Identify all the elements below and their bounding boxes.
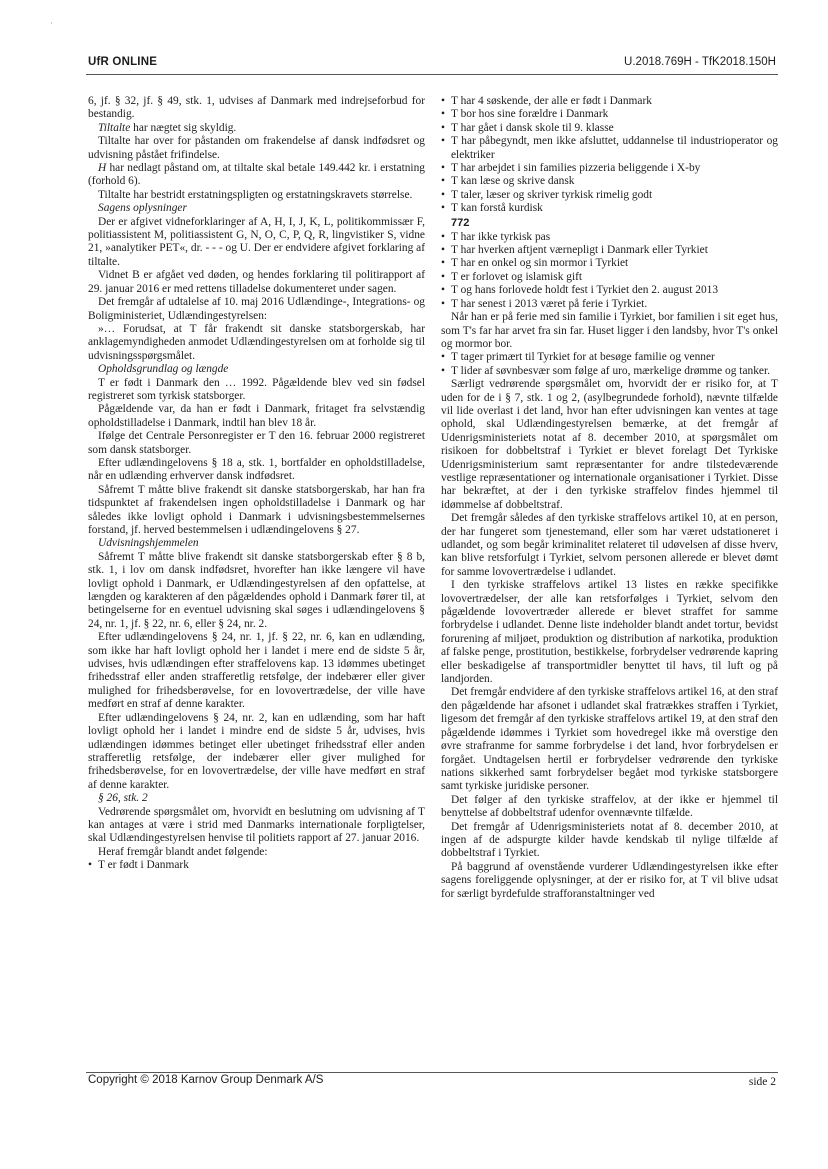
bullet-item: • T kan læse og skrive dansk bbox=[441, 175, 778, 188]
paragraph: Det fremgår af Udenrigsministeriets notat af 8. december 2010, at ingen af de adspurgte kilder havde kendskab til nylige tilfælde af dobbeltstraf i Tyrkiet. bbox=[441, 820, 778, 860]
bullet-item: • T har en onkel og sin mormor i Tyrkiet bbox=[441, 257, 778, 270]
paragraph: Efter udlændingelovens § 24, nr. 2, kan en udlænding, som har haft lovligt ophold her i landet i mindre end de sidste 5 år, udvises, hvis udlændingen idømmes betinget eller ubetinget frihedsstraf eller anden strafferetlig retsfølge, der indebærer eller giver mulighed for frihedsberøvelse, for en lovovertrædelse, der ville have medført en straf af denne karakter. bbox=[88, 711, 425, 791]
bullet-item: • T har ikke tyrkisk pas bbox=[441, 231, 778, 244]
paragraph: Pågældende var, da han er født i Danmark, fritaget fra selvstændig opholdstilladelse i Danmark, indtil han blev 18 år. bbox=[88, 403, 425, 429]
header-rule bbox=[86, 74, 778, 75]
paragraph: Der er afgivet vidneforklaringer af A, H, I, J, K, L, politikommissær F, politiassistent M, politiassistent G, N, O, C, P, Q, R, lingvistiker S, vidne 21, »analytiker PET«, dr. - - - og U. Der er endvidere afgivet forklaring af tiltalte. bbox=[88, 215, 425, 268]
bullet-item: • T har arbejdet i sin families pizzeria beliggende i X-by bbox=[441, 162, 778, 175]
paragraph: Tiltalte har nægtet sig skyldig. bbox=[98, 121, 237, 134]
header-publication: UfR ONLINE bbox=[88, 56, 158, 68]
paragraph: Såfremt T måtte blive frakendt sit danske statsborgerskab efter § 8 b, stk. 1, i lov om dansk indfødsret, hvorefter han ikke længere vil have lovligt ophold i Danmark, er Udlændingestyrelsen af den opfattelse, at længden og karakteren af den pågældendes ophold i Danmark fører til, at betingelserne for en eventuel udvisning skal søges i udlændingelovens § 24, nr. 1, jf. § 22, nr. 6, eller § 24, nr. 2. bbox=[88, 550, 425, 630]
italic-term: H bbox=[98, 162, 107, 175]
bullet-item: • T taler, læser og skriver tyrkisk rimelig godt bbox=[441, 189, 778, 202]
section-heading: Sagens oplysninger bbox=[98, 202, 187, 215]
paragraph: Det følger af den tyrkiske straffelov, at der ikke er hjemmel til benyttelse af dobbeltstraf udenfor ovennævnte tilfælde. bbox=[441, 793, 778, 820]
bullet-item: • T har påbegyndt, men ikke afsluttet, uddannelse til industrioperator og elektriker bbox=[441, 135, 778, 162]
section-heading: § 26, stk. 2 bbox=[98, 792, 148, 805]
footer-rule bbox=[86, 1072, 778, 1073]
bullet-item: • T lider af søvnbesvær som følge af uro, mærkelige drømme og tanker. bbox=[441, 365, 778, 378]
section-heading: Udvisningshjemmelen bbox=[98, 537, 199, 550]
paragraph: I den tyrkiske straffelovs artikel 13 listes en række specifikke lovovertrædelser, der alle kan retsforfølges i Tyrkiet, selvom den pågældende lovovertræder allerede er blevet straffet for samme forbrydelse i udlandet. Denne liste indeholder blandt andet tortur, bevidst forurening af miljøet, produktion og distribution af narkotika, produktion af falske penge, prostitution, bestikkelse, forbrydelser vedrørende kapring eller beskadigelse af transportmidler benyttet til havs, til luft og på landjorden. bbox=[441, 579, 778, 686]
footer-page-number: side 2 bbox=[748, 1076, 776, 1088]
paragraph: T er født i Danmark den … 1992. Pågældende blev ved sin fødsel registreret som tyrkisk statsborger. bbox=[88, 376, 425, 402]
bullet-item: • T er født i Danmark bbox=[88, 859, 425, 872]
left-column bbox=[88, 95, 425, 873]
bullet-item: • T har senest i 2013 været på ferie i Tyrkiet. bbox=[441, 298, 778, 311]
paragraph: Såfremt T måtte blive frakendt sit danske statsborgerskab, har han fra tidspunktet af frakendelsen ingen opholdstilladelse i Danmark og har således ikke lovligt ophold i Danmark i udvisningsbestemmelsernes forstand, jf. herved bestemmelsen i udlændingelovens § 27. bbox=[88, 483, 425, 536]
paragraph: Når han er på ferie med sin familie i Tyrkiet, bor familien i sit eget hus, som T's far har arvet fra sin far. Huset ligger i den landsby, hvor T's onkel og mormor bor. bbox=[441, 311, 778, 350]
paragraph: »… Forudsat, at T får frakendt sit danske statsborgerskab, har anklagemyndigheden anmodet Udlændingestyrelsen om at forholde sig til udvisningsspørgsmålet. bbox=[88, 322, 425, 362]
bullet-item: • T bor hos sine forældre i Danmark bbox=[441, 108, 778, 121]
section-heading: Opholdsgrundlag og længde bbox=[98, 363, 229, 376]
page-footer bbox=[88, 1074, 776, 1090]
paragraph: Tiltalte har over for påstanden om frakendelse af dansk indfødsret og udvisning påstået frifindelse. bbox=[88, 135, 425, 161]
paragraph: Det fremgår af udtalelse af 10. maj 2016 Udlændinge-, Integrations- og Boligministeriet, Udlændingestyrelsen: bbox=[88, 296, 425, 322]
paragraph: Tiltalte har bestridt erstatningspligten og erstatningskravets størrelse. bbox=[98, 188, 413, 201]
footer-copyright: Copyright © 2018 Karnov Group Denmark A/S bbox=[88, 1074, 324, 1086]
paragraph: Det fremgår endvidere af den tyrkiske straffelovs artikel 16, at den straf den pågældende har afsonet i udlandet skal fratrækkes straffen i Tyrkiet, ligesom det fremgår af den tyrkiske straffelovs artikel 19, at den straf den pågældende idømmes i Tyrkiet som hovedregel ikke må overstige den øvre strafranme for samme forbrydelse i det land, hvor forbrydelsen er forgået. Undtagelsen hertil er forbrydelser vedrørende den tyrkiske nations sikkerhed samt forbrydelser begået mod tyrkiske statsborgere samt tyrkiske juridiske personer. bbox=[441, 686, 778, 793]
paragraph: På baggrund af ovenstående vurderer Udlændingestyrelsen ikke efter sagens foreliggende oplysninger, at der er risiko for, at T vil blive udsat for særligt byrdefulde strafforanstaltninger ved bbox=[441, 860, 778, 900]
page-margin-number: 772 bbox=[451, 216, 470, 229]
bullet-item: • T har 4 søskende, der alle er født i Danmark bbox=[441, 95, 778, 108]
bullet-item: • T er forlovet og islamisk gift bbox=[441, 271, 778, 284]
paragraph: Vedrørende spørgsmålet om, hvorvidt en beslutning om udvisning af T kan antages at være i strid med Danmarks internationale forpligtelser, skal Udlændingestyrelsen henvise til politiets rapport af 27. januar 2016. bbox=[88, 805, 425, 845]
paragraph: Særligt vedrørende spørgsmålet om, hvorvidt der er risiko for, at T uden for de i § 7, stk. 1 og 2, (asylbegrundede forhold), nævnte tilfælde vil lide overlast i det land, hvor han efter udvisningen kan ventes at tage ophold, skal Udlændingestyrelsen bemærke, at det fremgår af Udenrigsministeriets notat af 8. december 2010, at spørgsmålet om risikoen for dobbeltstraf i Tyrkiet er blevet forelagt Det Tyrkiske Udenrigsministerium samt repræsentanter for andre tilstedeværende vestlige repræsentationer og internationale organisationer i Tyrkiet. Disse har bekræftet, at der i den tyrkiske straffelov findes hjemmel til idømmelse af dobbeltstraf. bbox=[441, 378, 778, 511]
bullet-item: • T kan forstå kurdisk bbox=[441, 202, 778, 215]
bullet-item: • T har hverken aftjent værnepligt i Danmark eller Tyrkiet bbox=[441, 244, 778, 257]
bullet-item: • T har gået i dansk skole til 9. klasse bbox=[441, 122, 778, 135]
paragraph: Heraf fremgår blandt andet følgende: bbox=[98, 845, 268, 858]
paragraph: Vidnet B er afgået ved døden, og hendes forklaring til politirapport af 29. januar 2016 er med rettens tilladelse dokumenteret under sagen. bbox=[88, 269, 425, 295]
scan-dot: · bbox=[50, 18, 53, 28]
bullet-item: • T og hans forlovede holdt fest i Tyrkiet den 2. august 2013 bbox=[441, 284, 778, 297]
header-reference: U.2018.769H - TfK2018.150H bbox=[624, 56, 776, 68]
paragraph: H har nedlagt påstand om, at tiltalte skal betale 149.442 kr. i erstatning (forhold 6). bbox=[88, 162, 425, 188]
italic-term: Tiltalte bbox=[98, 121, 131, 134]
right-column bbox=[441, 95, 778, 901]
paragraph: Efter udlændingelovens § 24, nr. 1, jf. § 22, nr. 6, kan en udlænding, som ikke har haft lovligt ophold her i landet i mere end de sidste 5 år, udvises, hvis udlændingen efter straffelovens kap. 13 idømmes ubetinget frihedsstraf eller anden strafferetlig retsfølge, der indebærer eller giver mulighed for frihedsberøvelse, for en lovovertrædelse, der ville have medført en straf af denne karakter. bbox=[88, 631, 425, 711]
paragraph: Efter udlændingelovens § 18 a, stk. 1, bortfalder en opholdstilladelse, når en udlænding erhverver dansk indfødsret. bbox=[88, 456, 425, 483]
paragraph: Det fremgår således af den tyrkiske straffelovs artikel 10, at en person, der har fungeret som tjenestemand, eller som har været udstationeret i udlandet, og som begår kriminalitet relateret til udøvelsen af disse hverv, kan blive retsforfulgt i Tyrkiet, selvom personen allerede er blevet dømt for samme lovovertrædelse i udlandet. bbox=[441, 512, 778, 578]
bullet-item: • T tager primært til Tyrkiet for at besøge familie og venner bbox=[441, 351, 778, 364]
paragraph: Ifølge det Centrale Personregister er T den 16. februar 2000 registreret som dansk statsborger. bbox=[88, 430, 425, 456]
paragraph: 6, jf. § 32, jf. § 49, stk. 1, udvises af Danmark med indrejseforbud for bestandig. bbox=[88, 95, 425, 121]
page-header bbox=[88, 56, 776, 72]
